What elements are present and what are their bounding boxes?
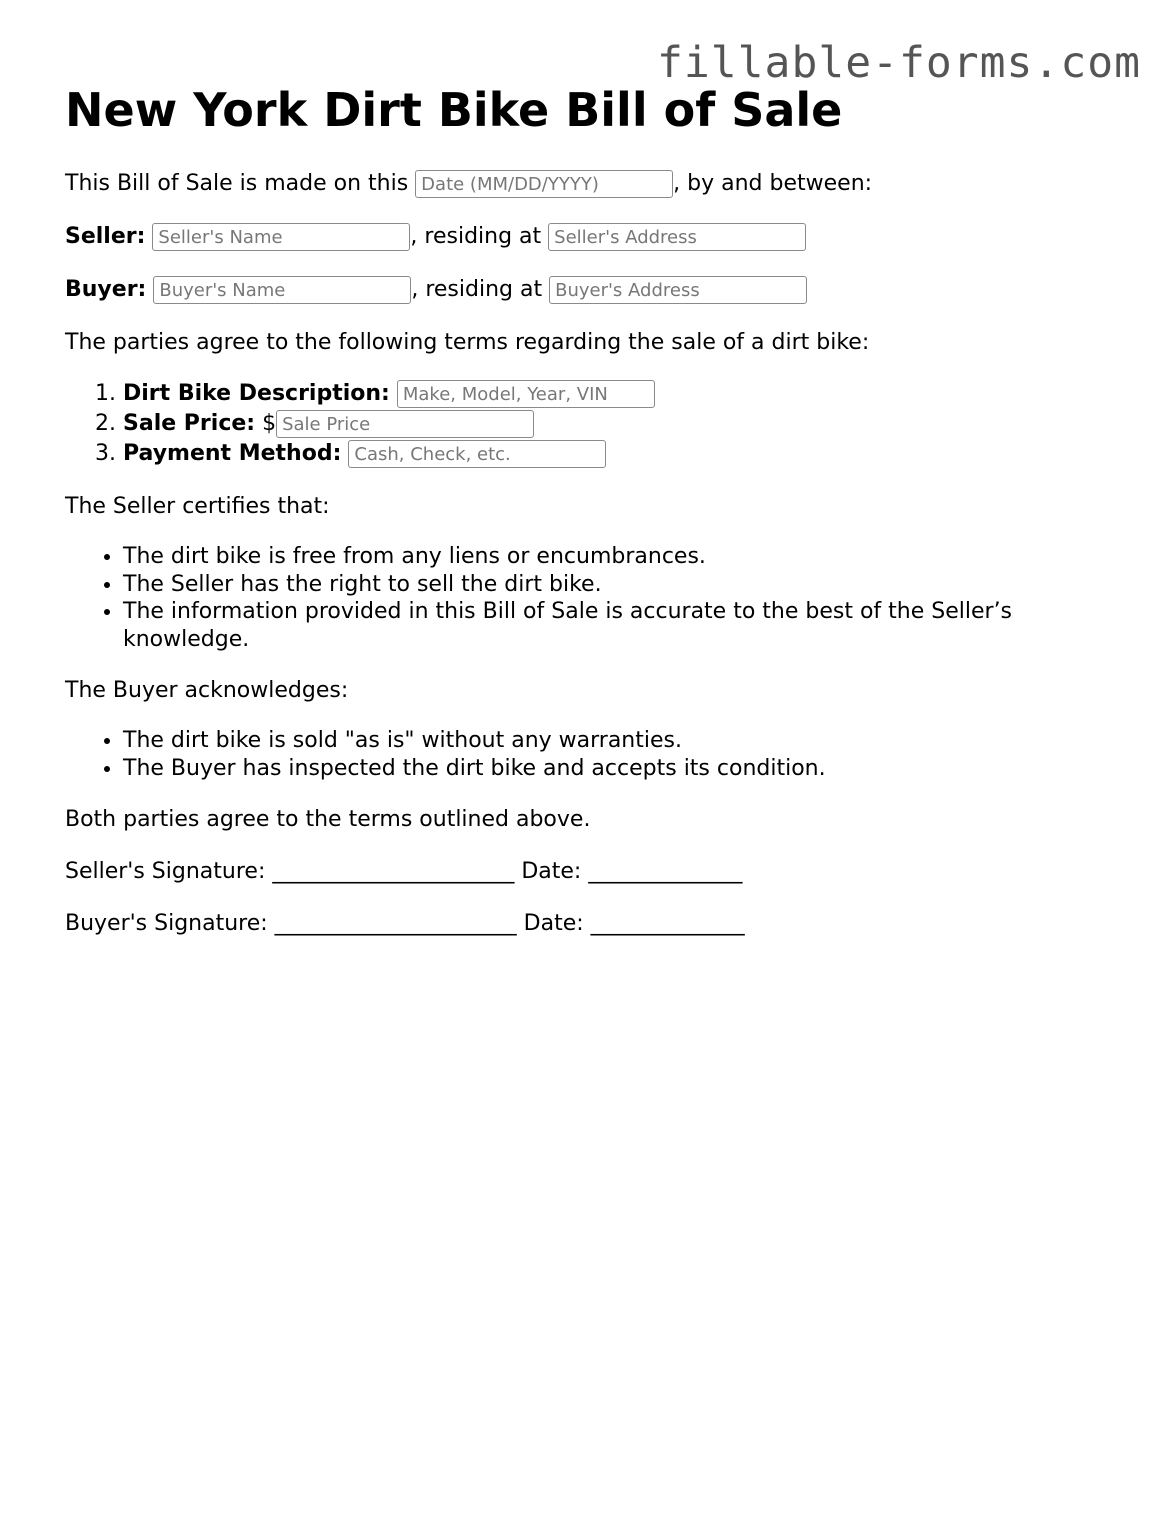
term-payment [123, 439, 1125, 469]
page-title: New York Dirt Bike Bill of Sale [65, 83, 843, 137]
list-item: • The Seller has the right to sell the dirt bike. [123, 571, 1125, 599]
watermark: fillable-forms.com [657, 38, 1141, 88]
list-item: • The dirt bike is free from any liens or encumbrances. [123, 543, 1125, 571]
currency-symbol: $ [262, 411, 277, 436]
description-label: Dirt Bike Description: [123, 381, 390, 406]
sale-date-input[interactable] [415, 170, 673, 198]
document-body [65, 80, 1125, 938]
payment-label: Payment Method: [123, 441, 342, 466]
buyer-signature-line: Buyer's Signature: ______________________ Date: ______________ [65, 911, 745, 936]
seller-certifies-list [65, 543, 1125, 653]
term-price [123, 409, 1125, 439]
buyer-acknowledges-list [65, 727, 1125, 782]
terms-intro: The parties agree to the following terms regarding the sale of a dirt bike: [65, 330, 870, 355]
buyer-acknowledges-heading: The Buyer acknowledges: [65, 678, 349, 703]
terms-list [65, 379, 1125, 469]
intro-text: This Bill of Sale is made on this [65, 171, 409, 196]
seller-residing-text: , residing at [410, 224, 542, 249]
buyer-residing-text: , residing at [411, 277, 543, 302]
list-item: • The information provided in this Bill of Sale is accurate to the best of the Seller’s knowledge. [123, 598, 1125, 653]
list-item: • The Buyer has inspected the dirt bike and accepts its condition. [123, 755, 1125, 783]
seller-signature-line: Seller's Signature: ______________________ Date: ______________ [65, 859, 743, 884]
payment-method-input[interactable] [348, 440, 606, 468]
intro-text-after: , by and between: [673, 171, 873, 196]
term-description [123, 379, 1125, 409]
agreement-text: Both parties agree to the terms outlined above. [65, 807, 591, 832]
price-label: Sale Price: [123, 411, 256, 436]
bike-description-input[interactable] [397, 380, 655, 408]
sale-price-input[interactable] [276, 410, 534, 438]
seller-row [65, 223, 1125, 251]
buyer-label: Buyer: [65, 277, 147, 302]
seller-label: Seller: [65, 224, 146, 249]
intro-paragraph [65, 170, 1125, 198]
buyer-address-input[interactable] [549, 276, 807, 304]
seller-address-input[interactable] [548, 223, 806, 251]
list-item: • The dirt bike is sold "as is" without any warranties. [123, 727, 1125, 755]
buyer-name-input[interactable] [153, 276, 411, 304]
buyer-row [65, 276, 1125, 304]
seller-name-input[interactable] [152, 223, 410, 251]
seller-certifies-heading: The Seller certifies that: [65, 494, 330, 519]
